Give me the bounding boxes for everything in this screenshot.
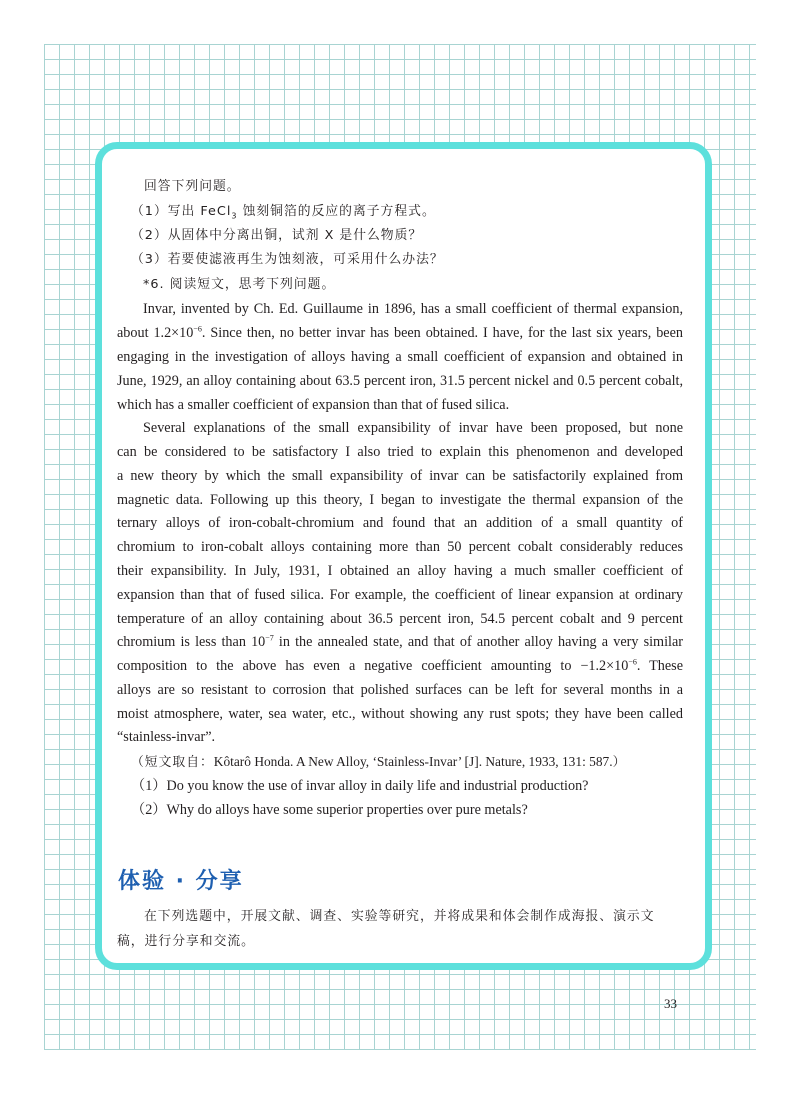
- share-line: 稿，进行分享和交流。: [117, 934, 255, 949]
- para1-line: which has a smaller coefficient of expansion than that of fused silica.: [117, 397, 510, 413]
- para2-line: Several explanations of the small expansibility of invar have been proposed, but none: [143, 420, 683, 436]
- para2-line: expansion than that of fused silica. For example, the coefficient of linear expansion at ordinary: [117, 587, 683, 603]
- questions-intro: 回答下列问题。: [144, 179, 241, 194]
- para2-line: chromium is less than $10^{-7}$ in the annealed state, and that of another alloy having a very similar: [117, 633, 683, 650]
- para2-line: magnetic data. Following up this theory, I began to investigate the thermal expansion of the: [117, 492, 683, 508]
- para2-line: ternary alloys of iron-cobalt-chromium and found that an addition of a small quantity of: [117, 515, 683, 531]
- question-6-title: *6. 阅读短文，思考下列问题。: [143, 277, 336, 292]
- para2-line: a new theory by which the small expansibility of invar can be satisfactorily explained from: [117, 468, 683, 484]
- share-line: 在下列选题中，开展文献、调查、实验等研究，并将成果和体会制作成海报、演示文: [144, 909, 655, 924]
- para2-line: can be considered to be satisfactory I also tried to explain this phenomenon and developed: [117, 444, 683, 460]
- para1-line: Invar, invented by Ch. Ed. Guillaume in 1896, has a small coefficient of thermal expansion,: [143, 301, 683, 317]
- question-3: （3）若要使滤液再生为蚀刻液，可采用什么办法？: [131, 252, 444, 267]
- para2-line: “stainless-invar”.: [117, 729, 216, 745]
- english-question-2: （2）Why do alloys have some superior properties over pure metals?: [131, 802, 528, 818]
- english-question-1: （1）Do you know the use of invar alloy in daily life and industrial production?: [131, 778, 589, 794]
- para2-line: composition to the above has even a negative coefficient amounting to $-1.2\times 10^{-6}$. These: [117, 657, 683, 674]
- para2-line: alloys are so resistant to corrosion that polished surfaces can be left for several months in a: [117, 682, 683, 698]
- para2-line: temperature of an alloy containing about 36.5 percent iron, 54.5 percent cobalt and 9 percent: [117, 611, 683, 627]
- para1-line: about $1.2\times 10^{-6}$. Since then, no better invar has been obtained. I have, for the last six years, been: [117, 324, 683, 341]
- page-number: 33: [664, 996, 677, 1011]
- para2-line: their expansibility. In July, 1931, I obtained an alloy having a much smaller coefficient of: [117, 563, 683, 579]
- section-heading: 体验 · 分享: [118, 869, 244, 894]
- para2-line: moist atmosphere, water, sea water, etc., without showing any rust spots; they have been called: [117, 706, 683, 722]
- para2-line: chromium to iron-cobalt alloys containing more than 50 percent cobalt considerably reduces: [117, 539, 683, 555]
- citation: （短文取自：Kôtarô Honda. A New Alloy, ‘Stainless-Invar’ [J]. Nature, 1933, 131: 587.）: [131, 754, 627, 770]
- para1-line: June, 1929, an alloy containing about 63.5 percent iron, 31.5 percent nickel and 0.5 percent cobalt,: [117, 373, 683, 389]
- question-1: （1）写出 FeCl$_3$ 蚀刻铜箔的反应的离子方程式。: [131, 204, 436, 221]
- para1-line: engaging in the investigation of alloys having a small coefficient of expansion and obtained in: [117, 349, 683, 365]
- question-2: （2）从固体中分离出铜，试剂 X 是什么物质？: [131, 228, 423, 243]
